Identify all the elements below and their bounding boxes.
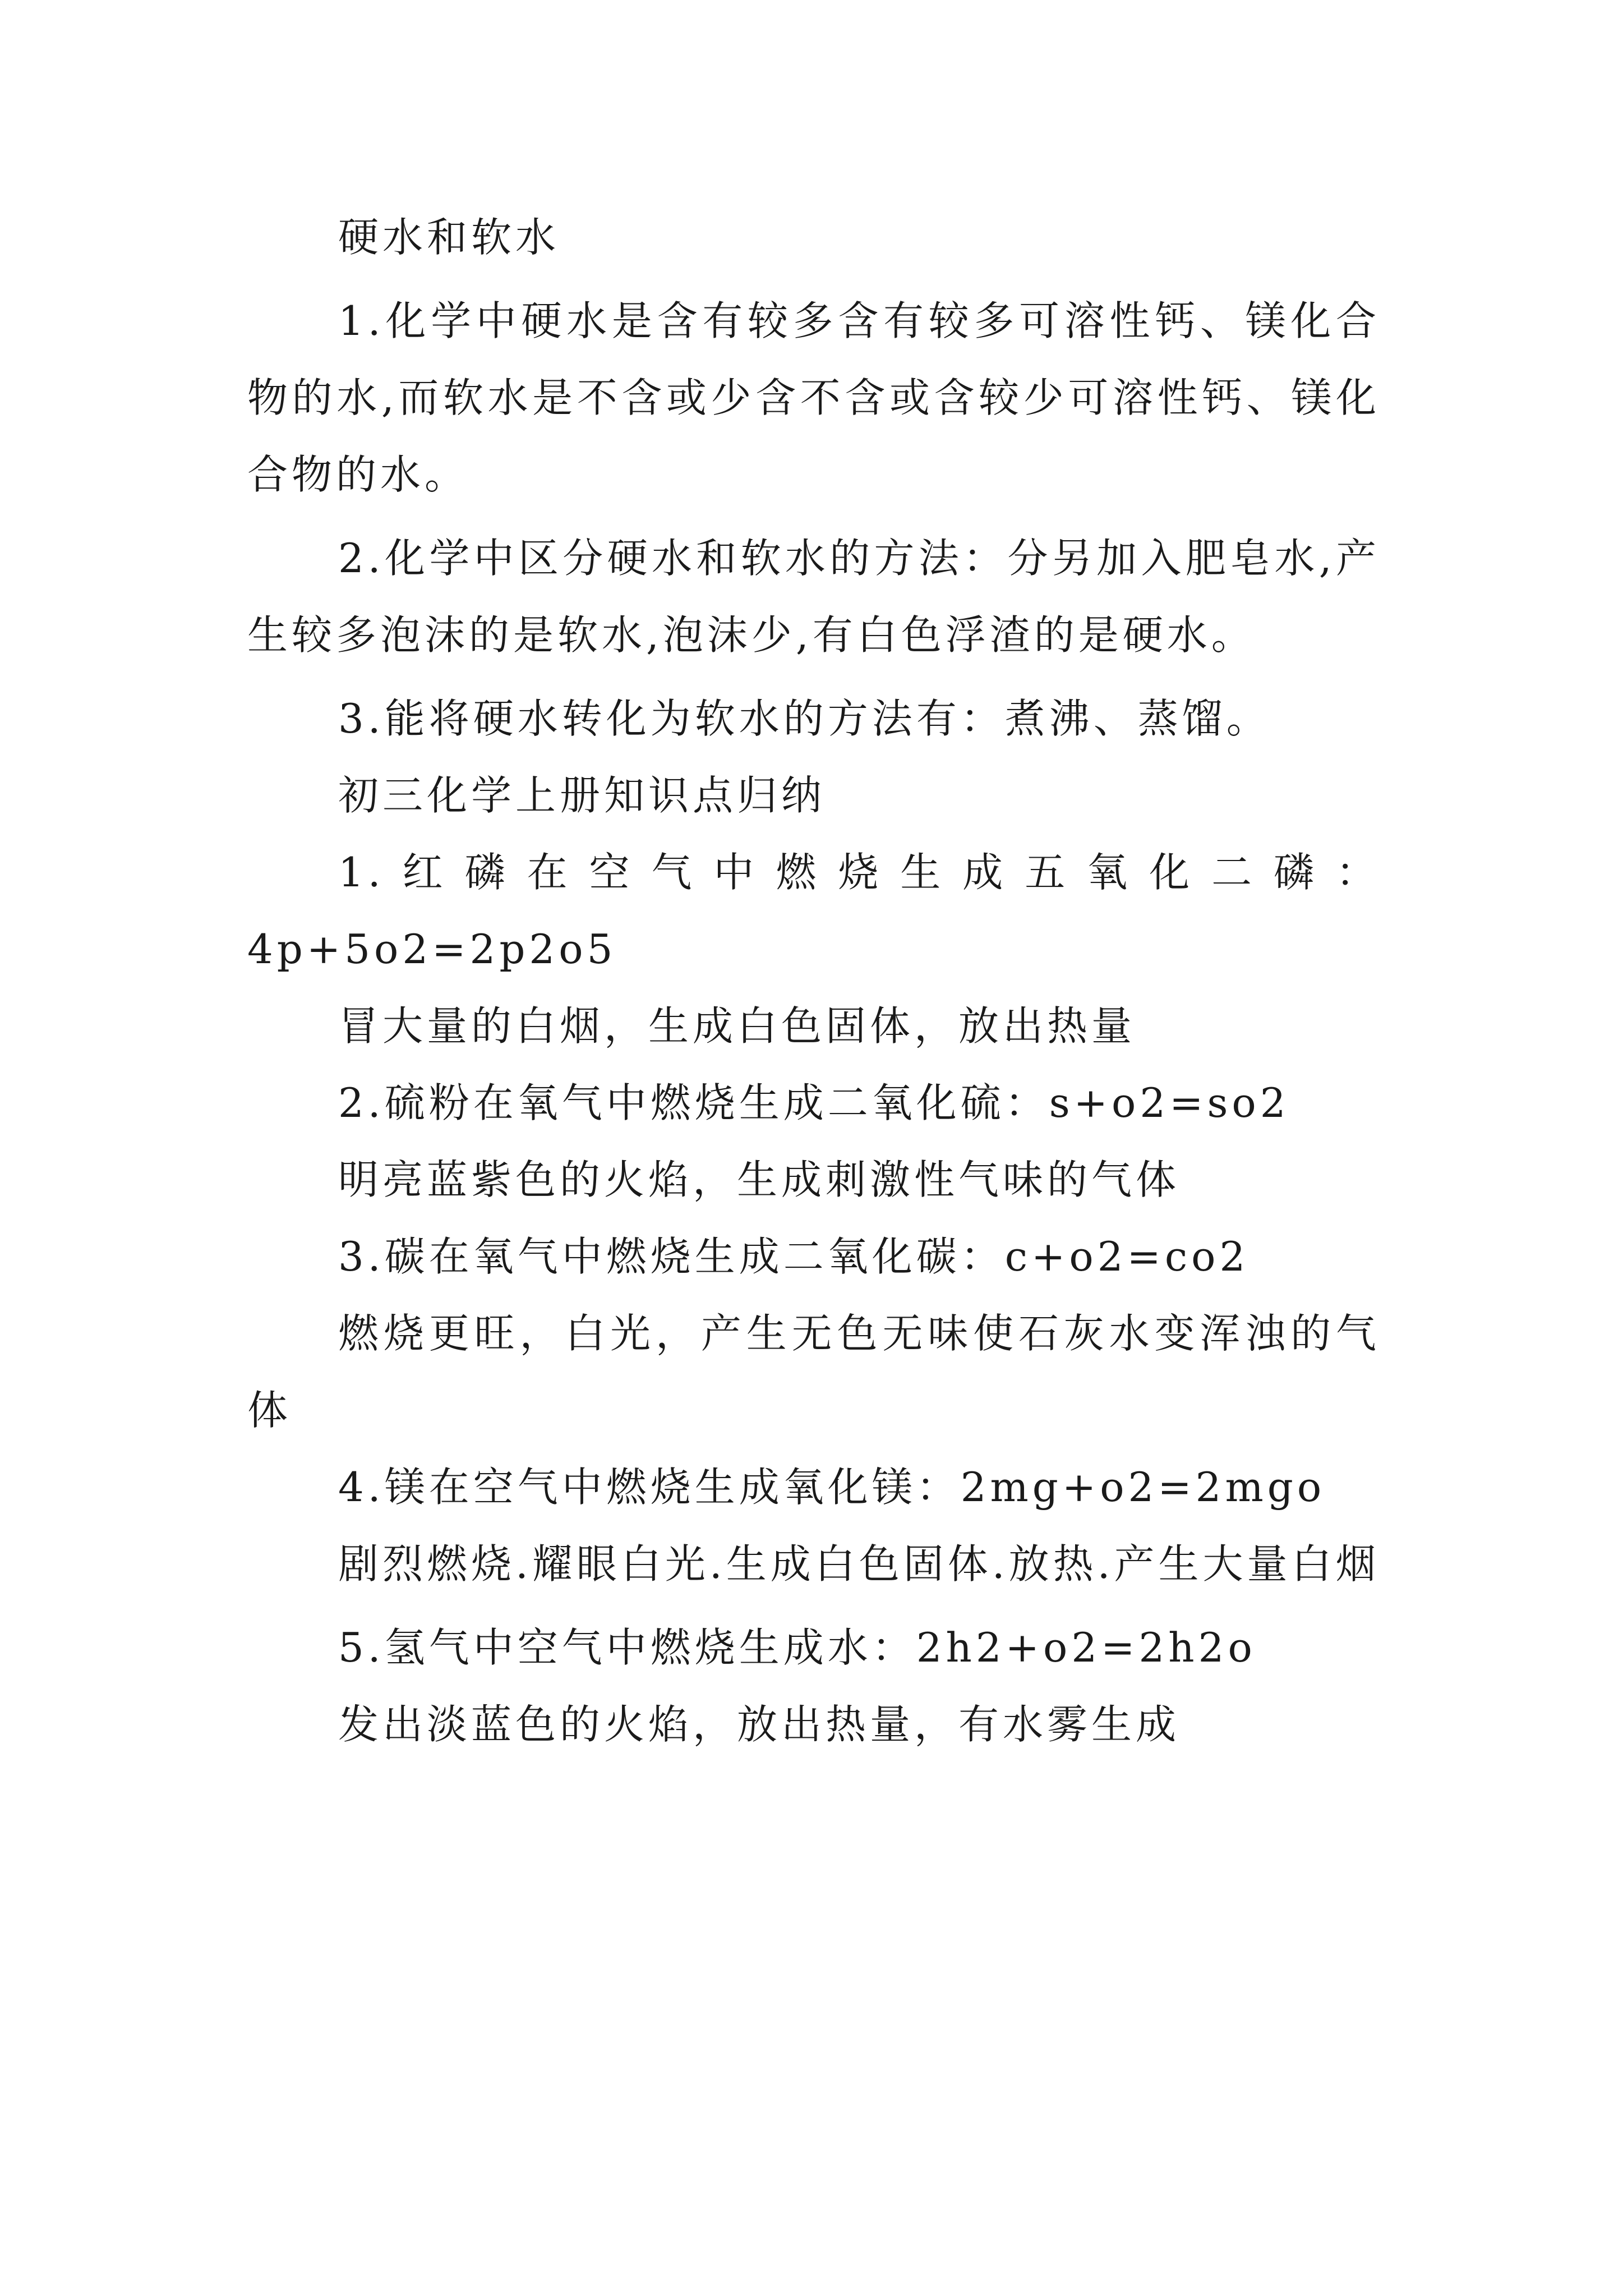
paragraph-magnesium-phenomenon: 剧烈燃烧.耀眼白光.生成白色固体.放热.产生大量白烟	[338, 1540, 1380, 1588]
paragraph-red-phosphorus-phenomenon: 冒大量的白烟，生成白色固体，放出热量	[338, 1002, 1136, 1050]
section-heading-knowledge-summary: 初三化学上册知识点归纳	[338, 772, 826, 819]
paragraph-sulfur-reaction: 2.硫粉在氧气中燃烧生成二氧化硫：s+o2=so2	[338, 1079, 1290, 1126]
paragraph-softening-method: 3.能将硬水转化为软水的方法有：煮沸、蒸馏。	[338, 695, 1271, 742]
paragraph-distinguish-method: 2.化学中区分硬水和软水的方法：分另加入肥皂水,产生较多泡沫的是软水,泡沫少,有白色浮渣的是硬水。	[247, 535, 1380, 659]
paragraph-carbon-phenomenon: 燃烧更旺，白光，产生无色无味使石灰水变浑浊的气体	[247, 1310, 1380, 1434]
paragraph-carbon-reaction: 3.碳在氧气中燃烧生成二氧化碳：c+o2=co2	[338, 1233, 1249, 1280]
paragraph-hydrogen-reaction: 5.氢气中空气中燃烧生成水：2h2+o2=2h2o	[338, 1624, 1256, 1671]
paragraph-magnesium-reaction: 4.镁在空气中燃烧生成氧化镁：2mg+o2=2mgo	[338, 1464, 1326, 1511]
paragraph-hard-water-definition: 1.化学中硬水是含有较多含有较多可溶性钙、镁化合物的水,而软水是不含或少含不含或含较少可溶性钙、镁化合物的水。	[247, 297, 1380, 498]
paragraph-hydrogen-phenomenon: 发出淡蓝色的火焰，放出热量，有水雾生成	[338, 1701, 1181, 1748]
section-heading-hard-soft-water: 硬水和软水	[338, 214, 560, 261]
document-body	[247, 199, 1380, 1763]
paragraph-sulfur-phenomenon: 明亮蓝紫色的火焰，生成刺激性气味的气体	[338, 1156, 1181, 1203]
paragraph-red-phosphorus-reaction: 1.红磷在空气中燃烧生成五氧化二磷：4p+5o2=2p2o5	[247, 849, 1380, 973]
